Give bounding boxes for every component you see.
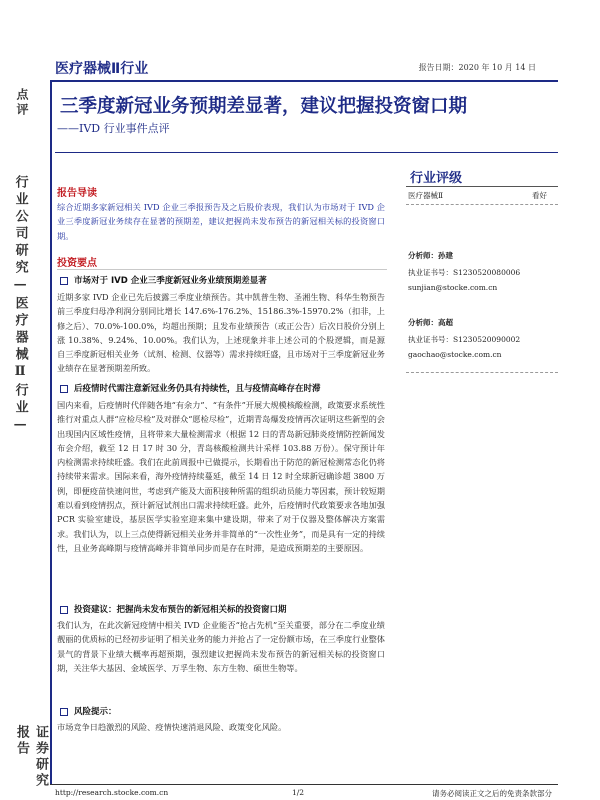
analyst-2-name: 分析师：高超 [408, 318, 453, 327]
header-rule [50, 80, 558, 82]
risk-heading: 风险提示： [60, 705, 117, 717]
analyst-1-email: sunjian@stocke.com.cn [408, 283, 498, 292]
analyst-divider [406, 372, 558, 374]
title-rule [55, 152, 558, 153]
square-bullet-icon [60, 606, 68, 614]
guide-text: 综合近期多家新冠相关 IVD 企业三季报预告及之后股价表现，我们认为市场对于 IVD 企业三季度新冠业务续存在显著的预期差，建议把握尚未发布预告的新冠相关标的投资窗口期。 [57, 202, 385, 241]
square-bullet-icon [60, 708, 68, 716]
industry-header-title: 医疗器械Ⅱ行业 [55, 61, 149, 77]
point-1-text: 近期多家 IVD 企业已先后披露三季度业绩预告。其中凯普生物、圣湘生物、科华生物预告前三季度归母净利润分别同比增长 147.6%-176.2%、15186.3%-15970.2%（扣非，上修之后）、70.0%-100.0%，均超出预期；且发布业绩预告（或正公告）后次日股价分别上涨 10.38%、9.24%、10.00%。我们认为，上述现象并非上述公司的个股逻辑，而是源自三季度新冠相关业务（试剂、检测、仪器等）需求持续旺盛，且市场对于三季度新冠业务业绩存在显著预期差所致。 [57, 292, 385, 374]
square-bullet-icon [60, 385, 68, 393]
side-label-research-report: 证券研究报告 [14, 725, 48, 789]
point-3-text: 我们认为，在此次新冠疫情中相关 IVD 企业能否“抢占先机”至关重要，部分在二季度业绩靓丽的优质标的已经初步证明了相关业务的能力并抢占了一定份额市场，在三季度行业整体景气的背景下业绩大概率再超预期，强烈建议把握尚未发布预告的新冠相关标的投资窗口期，关注华大基因、金域医学、万孚生物、东方生物、硕世生物等。 [57, 620, 385, 673]
footer-url[interactable]: http://research.stocke.com.cn [55, 788, 169, 797]
point-2-title: 后疫情时代需注意新冠业务仍具有持续性，且与疫情高峰存在时滞 [60, 382, 321, 394]
point-3-title: 投资建议：把握尚未发布预告的新冠相关标的投资窗口期 [60, 603, 287, 615]
points-heading: 投资要点 [57, 258, 97, 269]
point-1-title: 市场对于 IVD 企业三季度新冠业务业绩预期差显著 [60, 274, 267, 286]
rating-divider [406, 204, 558, 206]
footer-rule [50, 784, 558, 785]
rating-heading: 行业评级 [410, 171, 463, 186]
report-subtitle: ——IVD 行业事件点评 [57, 122, 170, 135]
footer-page-number: 1/2 [292, 788, 305, 797]
report-date: 报告日期：2020 年 10 月 14 日 [418, 63, 536, 72]
square-bullet-icon [60, 277, 68, 285]
side-label-industry: 行业公司研究—医疗器械Ⅱ行业— [12, 175, 28, 436]
footer-disclaimer: 请务必阅读正文之后的免责条款部分 [432, 789, 552, 798]
analyst-2-cert: 执业证书号：S1230520090002 [408, 335, 521, 344]
analyst-1-name: 分析师：孙建 [408, 251, 453, 260]
analyst-2-email: gaochao@stocke.com.cn [408, 350, 502, 359]
report-main-title: 三季度新冠业务预期差显著，建议把握投资窗口期 [60, 96, 468, 117]
rating-industry: 医疗器械Ⅱ [408, 191, 444, 200]
rating-rule [406, 186, 558, 187]
analyst-1-cert: 执业证书号：S1230520080006 [408, 268, 521, 277]
left-margin-rule [50, 80, 52, 784]
point-2-text: 国内来看，后疫情时代伴随各地“有余力”、“有条件”开展大规模核酸检测，政策要求系统性推行对重点人群“应检尽检”及对群众“愿检尽检”，近期青岛爆发疫情再次证明这些新型的会出现国内区域性疫情，且将带来大量检测需求（根据 12 日的青岛新冠肺炎疫情防控新闻发布会介绍，截至 12 日 17 时 30 分，青岛核酸检测共计采样 103.88 万份）。保守预计年内检测需求持续旺盛。我们在此前周报中已做提示，长期看出于防范的新冠检测常态化仍将持续带来需求。国际来看，海外疫情持续蔓延，截至 14 日 12 时全球新冠确诊超 3800 万例，即便疫苗快速问世，考虑到产能及大面积接种所需的组织动员能力等因素，预计较短期难以看到疫情拐点，预计新冠试剂出口需求持续旺盛。此外，后疫情时代政策要求各地加强 PCR 实验室建设，基层医学实验室迎来集中建设期，带来了对于仪器及整体解决方案需求。我们认为，以上三点使得新冠相关业务并非简单的“一次性业务”，而是具有一定的持续性，且业务高峰期与疫情高峰并非简单同步而是存在时滞，是造成预期差的主要原因。 [57, 400, 385, 553]
risk-text: 市场竞争日趋激烈的风险、疫情快速消退风险、政策变化风险。 [57, 722, 287, 732]
rating-value: 看好 [532, 191, 547, 200]
side-label-review: 点评 [15, 88, 29, 118]
points-rule [57, 269, 387, 270]
guide-heading: 报告导读 [57, 188, 97, 199]
